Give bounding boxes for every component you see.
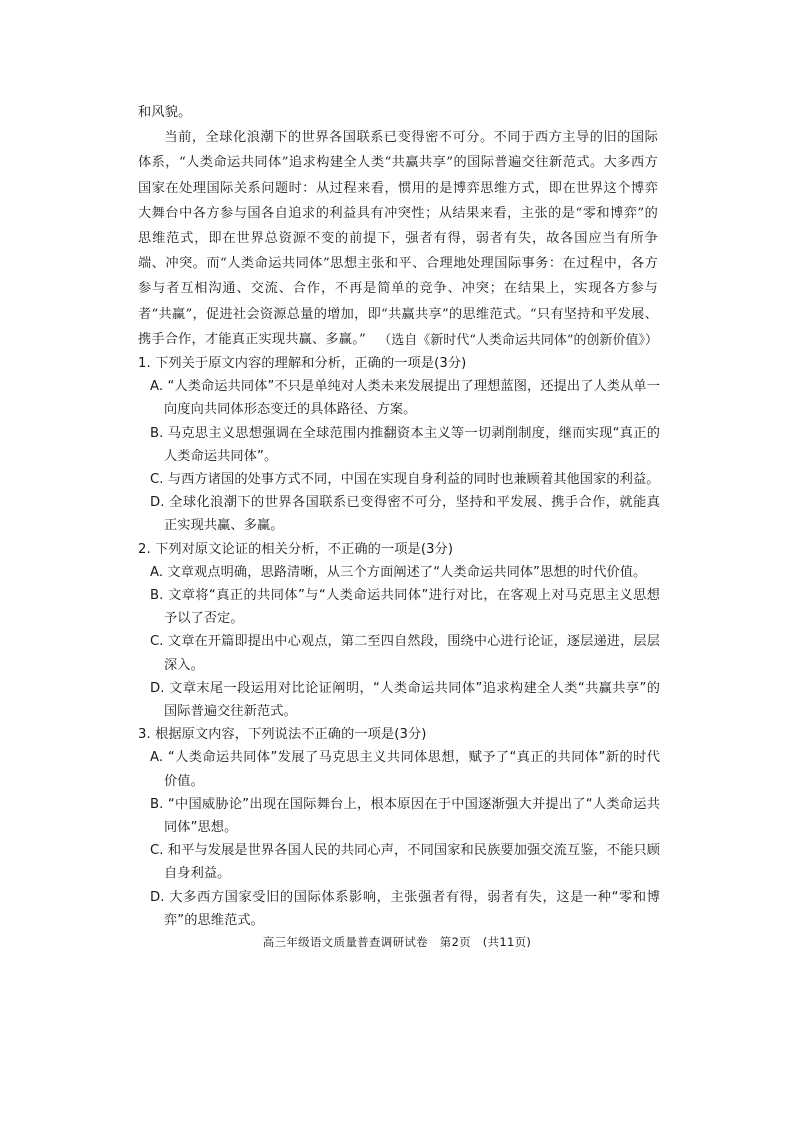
passage-paragraph-1: 和风貌。 [138,105,192,120]
option-b: B. 马克思主义思想强调在全球范围内推翻资本主义等一切剥削制度，继而实现“真正的人类命运共同体”。 [150,425,660,464]
option-d: D. 文章末尾一段运用对比论证阐明，“人类命运共同体”追求构建全人类“共赢共享”的国际普遍交往新范式。 [150,680,660,720]
passage-paragraph-2: 当前，全球化浪潮下的世界各国联系已变得密不可分。不同于西方主导的旧的国际体系，“人类命运共同体”追求构建全人类“共赢共享”的国际普遍交往新范式。大多西方国家在处理国际关系问题时：从过程来看，惯用的是博弈思维方式，即在世界这个博弈大舞台中各方参与国各自追求的利益具有冲突性；从结果来看，主张的是“零和博弈”的思维范式，即在世界总资源不变的前提下，强者有得，弱者有失，故各国应当有所争端、冲突。而“人类命运共同体”思想主张和平、合理地处理国际事务：在过程中，各方参与者互相沟通、交流、合作，不再是简单的竞争、冲突；在结果上，实现各方参与者“共赢”，促进社会资源总量的增加，即“共赢共享”的思维范式。“只有坚持和平发展、携手合作，才能真正实现共赢、多赢。” [138,130,658,347]
question-1 [138,352,660,538]
question-3 [138,723,660,932]
question-stem: 3. 根据原文内容，下列说法不正确的一项是(3分) [138,727,427,743]
option-c: C. 和平与发展是世界各国人民的共同心声，不同国家和民族要加强交流互鉴，不能只顾自身利益。 [150,843,660,882]
option-b: B. “中国威胁论”出现在国际舞台上，根本原因在于中国逐渐强大并提出了“人类命运共同体”思想。 [150,796,660,836]
option-b: B. 文章将“真正的共同体”与“人类命运共同体”进行对比，在客观上对马克思主义思想予以了否定。 [150,588,660,627]
option-c: C. 文章在开篇即提出中心观点，第二至四自然段，围绕中心进行论证，逐层递进，层层深入。 [150,634,660,673]
option-a: A. 文章观点明确，思路清晰，从三个方面阐述了“人类命运共同体”思想的时代价值。 [150,564,647,580]
question-stem: 2. 下列对原文论证的相关分析，不正确的一项是(3分) [138,541,454,557]
page-footer: 高三年级语文质量普查调研试卷 第2页 (共11页) [262,935,532,949]
option-a: A. “人类命运共同体”发展了马克思主义共同体思想，赋予了“真正的共同体”新的时代价值。 [150,750,660,789]
question-list [138,352,660,932]
passage-source: （选自《新时代“人类命运共同体”的创新价值》） [378,333,658,348]
option-a: A. “人类命运共同体”不只是单纯对人类未来发展提出了理想蓝图，还提出了人类从单一向度向共同体形态变迁的具体路径、方案。 [150,379,660,418]
reading-passage [138,100,658,352]
option-d: D. 全球化浪潮下的世界各国联系已变得密不可分，坚持和平发展、携手合作，就能真正实现共赢、多赢。 [150,495,660,534]
option-c: C. 与西方诸国的处事方式不同，中国在实现自身利益的同时也兼顾着其他国家的利益。 [150,472,660,488]
question-stem: 1. 下列关于原文内容的理解和分析，正确的一项是(3分) [138,356,467,371]
option-d: D. 大多西方国家受旧的国际体系影响，主张强者有得，弱者有失，这是一种“零和博弈”的思维范式。 [150,889,660,928]
question-2 [138,538,660,724]
